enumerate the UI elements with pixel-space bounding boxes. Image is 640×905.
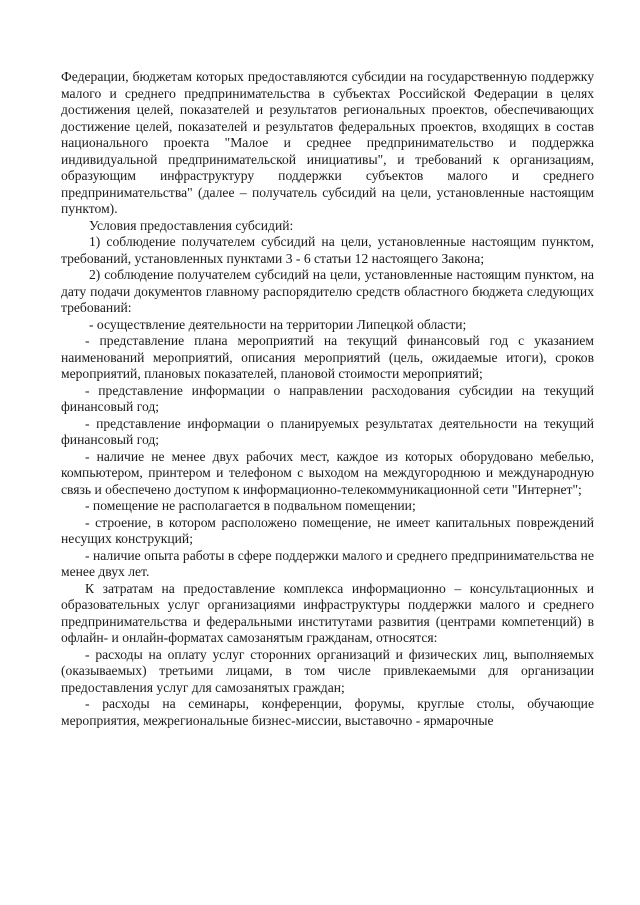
list-item-requirement: - наличие опыта работы в сфере поддержки малого и среднего предпринимательства не менее двух лет. bbox=[61, 547, 594, 579]
paragraph-costs-heading: К затратам на предоставление комплекса информационно – консультационных и образовательных услуг организациями инфраструктуры поддержки малого и среднего предпринимательства и федеральными институтами развития (центрами компетенций) в офлайн- и онлайн-форматах самозанятым гражданам, относятся: bbox=[61, 580, 594, 645]
list-item-requirement: - представление плана мероприятий на текущий финансовый год с указанием наименований мероприятий, описания мероприятий (цель, ожидаемые итоги), сроков мероприятий, плановых показателей, плановой стоимости мероприятий; bbox=[61, 333, 594, 381]
list-item-cost: - расходы на семинары, конференции, форумы, круглые столы, обучающие мероприятия, межрегиональные бизнес-миссии, выставочно - ярмарочные bbox=[61, 696, 594, 728]
paragraph-condition-1: 1) соблюдение получателем субсидий на цели, установленные настоящим пунктом, требований, установленных пунктами 3 - 6 статьи 12 настоящего Закона; bbox=[61, 234, 594, 266]
paragraph-continuation: Федерации, бюджетам которых предоставляются субсидии на государственную поддержку малого и среднего предпринимательства в субъектах Российской Федерации в целях достижения целей, показателей и результатов региональных проектов, обеспечивающих достижение целей, показателей и результатов федеральных проектов, входящих в состав национального проекта "Малое и среднее предпринимательство и поддержка индивидуальной предпринимательской инициативы", и требований к организациям, образующим инфраструктуру поддержки субъектов малого и среднего предпринимательства" (далее – получатель субсидий на цели, установленные настоящим пунктом). bbox=[61, 69, 594, 216]
list-item-requirement: - представление информации о планируемых результатах деятельности на текущий финансовый год; bbox=[61, 415, 594, 447]
list-item-requirement: - осуществление деятельности на территории Липецкой области; bbox=[89, 316, 467, 332]
list-item-requirement: - строение, в котором расположено помещение, не имеет капитальных повреждений несущих конструкций; bbox=[61, 514, 594, 546]
list-item-requirement: - представление информации о направлении расходования субсидии на текущий финансовый год; bbox=[61, 382, 594, 414]
list-item-requirement: - помещение не располагается в подвальном помещении; bbox=[85, 498, 416, 513]
paragraph-conditions-heading: Условия предоставления субсидий: bbox=[89, 217, 294, 233]
list-item-requirement: - наличие не менее двух рабочих мест, каждое из которых оборудовано мебелью, компьютером, принтером и телефоном с выходом на междугороднюю и международную связь и обеспечено доступом к информационно-телекоммуникационной сети "Интернет"; bbox=[61, 448, 594, 497]
paragraph-condition-2: 2) соблюдение получателем субсидий на цели, установленные настоящим пунктом, на дату подачи документов главному распорядителю средств областного бюджета следующих требований: bbox=[61, 267, 594, 315]
list-item-cost: - расходы на оплату услуг сторонних организаций и физических лиц, выполняемых (оказываемых) третьими лицами, в том числе привлекаемыми для организации предоставления услуг для самозанятых граждан; bbox=[61, 646, 594, 695]
document-text bbox=[61, 69, 594, 729]
